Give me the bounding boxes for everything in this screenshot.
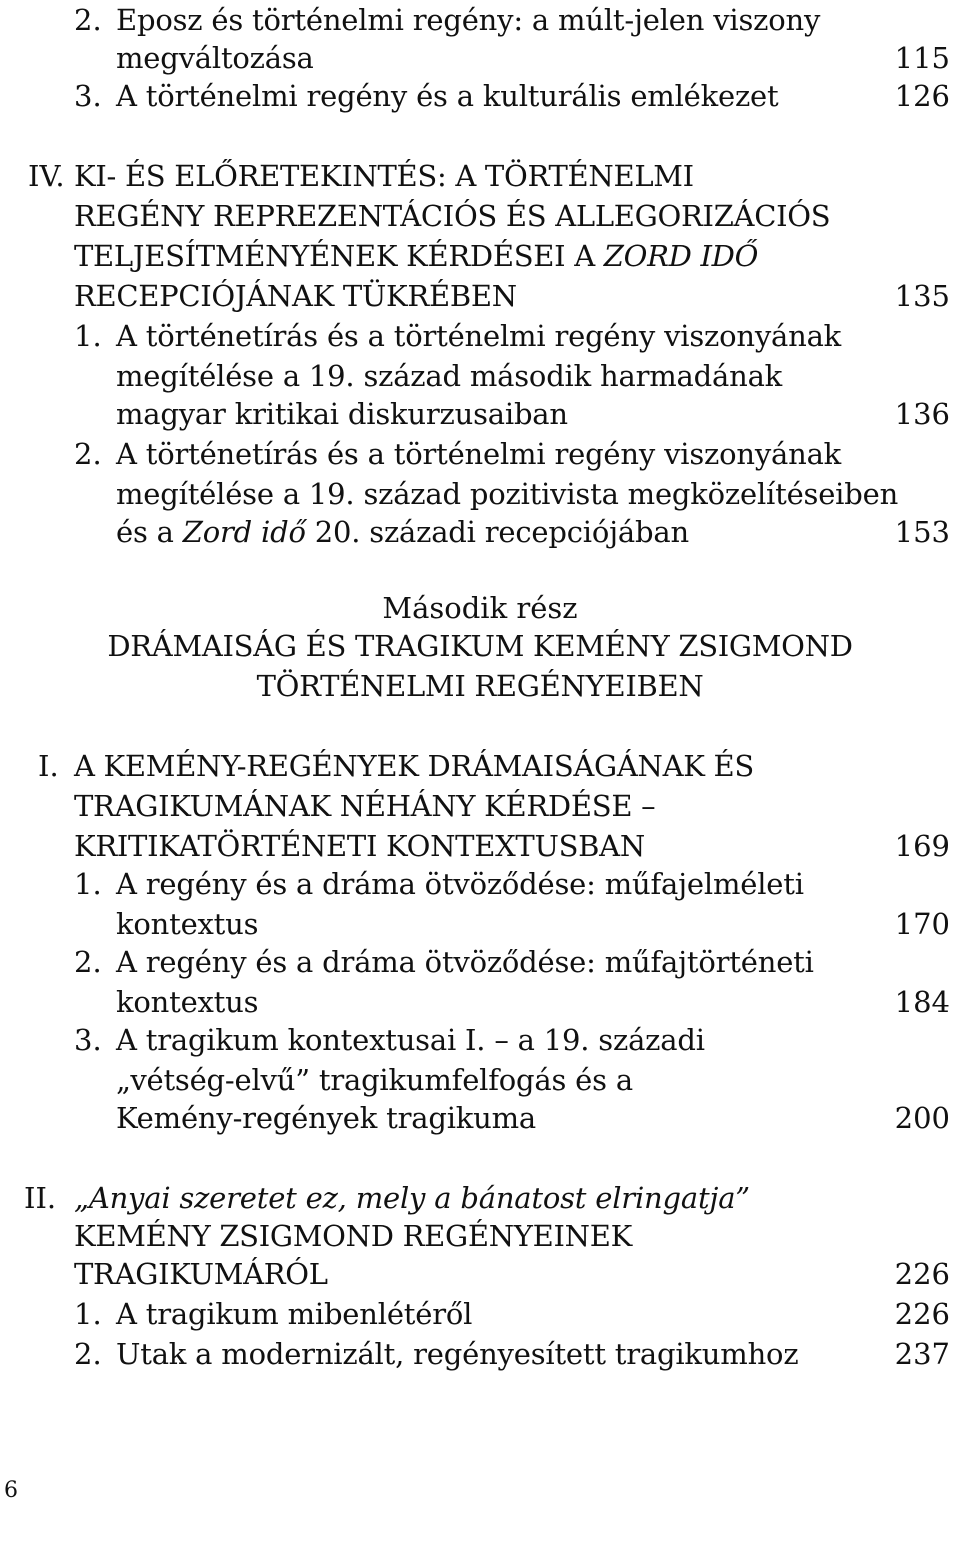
entry-title: „vétség-elvű” tragikumfelfogás és a xyxy=(116,1063,633,1097)
page-number: 226 xyxy=(894,1257,950,1291)
entry-number: 2. xyxy=(74,3,102,37)
dot-leader xyxy=(728,826,890,866)
chapter-title: RECEPCIÓJÁNAK TÜKRÉBEN xyxy=(74,279,517,313)
entry-title: Kemény-regények tragikuma xyxy=(116,1101,537,1135)
page-number: 237 xyxy=(894,1337,950,1371)
chapter-number: I. xyxy=(38,749,59,783)
entry-title: megváltozása xyxy=(116,41,314,75)
chapter-title: KRITIKATÖRTÉNETI KONTEXTUSBAN xyxy=(74,829,645,863)
entry-title: A történetírás és a történelmi regény viszonyának xyxy=(116,437,842,471)
entry-number: 2. xyxy=(74,437,102,471)
page-number: 169 xyxy=(894,829,950,863)
dot-leader xyxy=(572,276,890,316)
chapter-title: TRAGIKUMÁNAK NÉHÁNY KÉRDÉSE – xyxy=(74,789,656,823)
entry-title: A tragikum kontextusai I. – a 19. századi xyxy=(116,1023,705,1057)
chapter-number: II. xyxy=(24,1181,57,1215)
page-number: 153 xyxy=(894,515,950,549)
part-label: Második rész xyxy=(382,591,578,625)
dot-leader xyxy=(324,38,890,78)
entry-title: A történetírás és a történelmi regény viszonyának xyxy=(116,319,842,353)
page-number: 126 xyxy=(894,79,950,113)
entry-title: kontextus xyxy=(116,985,259,1019)
entry-number: 3. xyxy=(74,1023,102,1057)
page-number: 135 xyxy=(894,279,950,313)
entry-number: 2. xyxy=(74,945,102,979)
part-title: DRÁMAISÁG ÉS TRAGIKUM KEMÉNY ZSIGMOND xyxy=(107,629,853,663)
part-title: TÖRTÉNELMI REGÉNYEIBEN xyxy=(256,669,704,703)
dot-leader xyxy=(828,1334,890,1374)
entry-title: megítélése a 19. század pozitivista megközelítéseiben xyxy=(116,477,899,511)
dot-leader xyxy=(270,982,890,1022)
entry-title: A tragikum mibenlétéről xyxy=(116,1297,473,1331)
entry-title: kontextus xyxy=(116,907,259,941)
page-number: 184 xyxy=(894,985,950,1019)
chapter-motto: „Anyai szeretet ez, mely a bánatost elringatja” xyxy=(74,1181,750,1215)
entry-number: 1. xyxy=(74,1297,102,1331)
chapter-number: IV. xyxy=(28,159,65,193)
entry-title: A regény és a dráma ötvöződése: műfajtörténeti xyxy=(116,945,814,979)
page-number: 200 xyxy=(894,1101,950,1135)
page-number: 170 xyxy=(894,907,950,941)
entry-title: megítélése a 19. század második harmadának xyxy=(116,359,783,393)
chapter-title: REGÉNY REPREZENTÁCIÓS ÉS ALLEGORIZÁCIÓS xyxy=(74,199,831,233)
chapter-title: A KEMÉNY-REGÉNYEK DRÁMAISÁGÁNAK ÉS xyxy=(74,749,754,783)
entry-title: A regény és a dráma ötvöződése: műfajelméleti xyxy=(116,867,804,901)
entry-title: magyar kritikai diskurzusaiban xyxy=(116,397,568,431)
entry-number: 1. xyxy=(74,319,102,353)
dot-leader xyxy=(368,1254,890,1294)
dot-leader xyxy=(498,1294,890,1334)
entry-number: 1. xyxy=(74,867,102,901)
page-number: 226 xyxy=(894,1297,950,1331)
entry-title: Eposz és történelmi regény: a múlt-jelen viszony xyxy=(116,3,821,37)
dot-leader xyxy=(556,1098,890,1138)
dot-leader xyxy=(594,394,890,434)
chapter-title: TRAGIKUMÁRÓL xyxy=(74,1257,328,1291)
entry-title: A történelmi regény és a kulturális emlékezet xyxy=(116,79,779,113)
chapter-title: KI- ÉS ELŐRETEKINTÉS: A TÖRTÉNELMI xyxy=(74,159,694,193)
page-number: 115 xyxy=(894,41,950,75)
entry-number: 3. xyxy=(74,79,102,113)
page-number: 136 xyxy=(894,397,950,431)
entry-number: 2. xyxy=(74,1337,102,1371)
chapter-title: TELJESÍTMÉNYÉNEK KÉRDÉSEI A ZORD IDŐ xyxy=(74,239,759,273)
entry-title: Utak a modernizált, regényesített tragikumhoz xyxy=(116,1337,799,1371)
chapter-title: KEMÉNY ZSIGMOND REGÉNYEINEK xyxy=(74,1219,632,1253)
dot-leader xyxy=(796,76,890,116)
entry-title: és a Zord idő 20. századi recepciójában xyxy=(116,515,689,549)
folio-page-number: 6 xyxy=(4,1478,18,1503)
dot-leader xyxy=(270,904,890,944)
dot-leader xyxy=(694,512,890,552)
